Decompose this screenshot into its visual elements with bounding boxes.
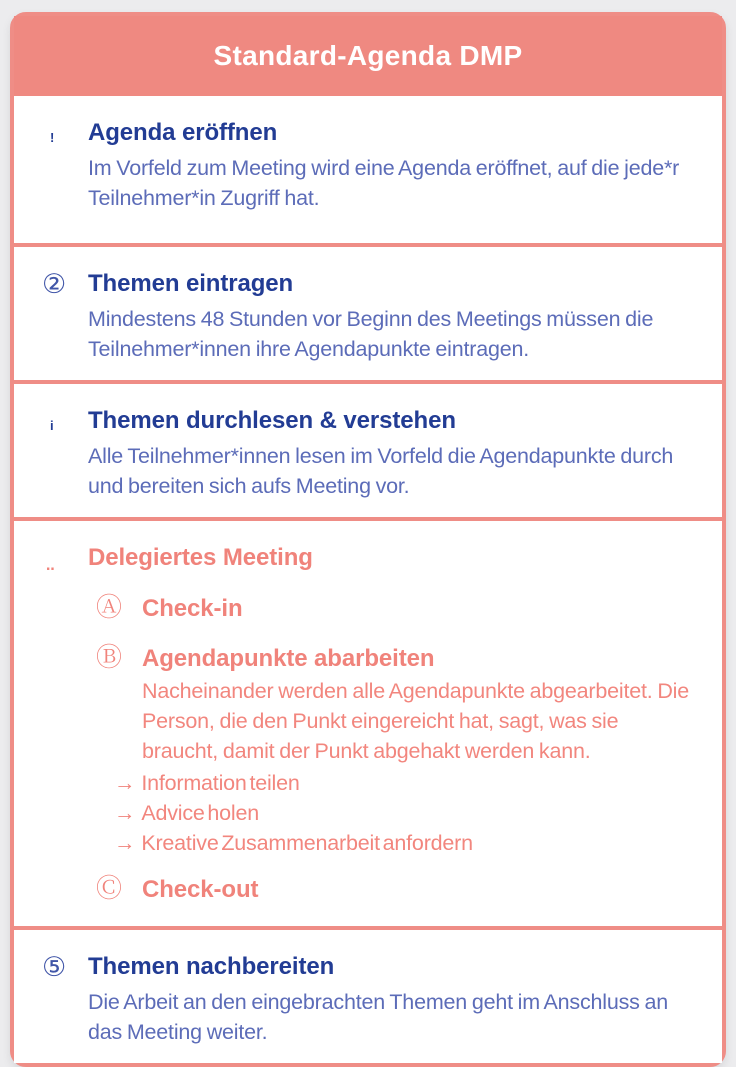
step-themen-eintragen [14,243,722,380]
step-2-title: Themen eintragen [88,270,294,297]
step-5-content [88,952,696,1047]
step-1-content [88,118,696,213]
step-4-title: Delegiertes Meeting [88,544,313,571]
step-themen-durchlesen [14,380,722,517]
step-1-marker-icon: ! [50,130,55,145]
step-1-description: Im Vorfeld zum Meeting wird eine Agenda eröffnet, auf die jede*r Teilnehmer*in Zugriff hat. [88,156,680,210]
step-4-content [88,543,696,910]
page-title: Standard-Agenda DMP [213,40,523,71]
arrow-icon: → [114,801,136,825]
step-3-description: Alle Teilnehmer*innen lesen im Vorfeld die Agendapunkte durch und bereiten sich aufs Meeting vor. [88,444,674,498]
step-5-description: Die Arbeit an den eingebrachten Themen geht im Anschluss an das Meeting weiter. [88,990,668,1044]
step-2-marker-icon: ② [42,269,67,299]
card-header [14,16,722,96]
circled-b-icon: Ⓑ [96,642,123,672]
circled-c-icon: Ⓒ [96,873,123,903]
arrow-list [114,768,696,858]
step-5-marker-icon: ⑤ [42,952,67,982]
arrow-item-advice-holen [114,798,696,828]
step-themen-nachbereiten [14,926,722,1063]
step-4-marker-icon: ‥ [46,558,53,573]
step-1-title: Agenda eröffnen [88,119,278,146]
arrow-item-label: Kreative Zusammenarbeit anfordern [141,831,473,855]
arrow-icon: → [114,771,136,795]
arrow-item-label: Advice holen [141,801,260,825]
step-3-marker-icon: i [50,418,54,433]
step-delegiertes-meeting [14,517,722,926]
step-agenda-eroeffnen [14,96,722,243]
arrow-item-kreative-zusammenarbeit [114,828,696,858]
arrow-item-information-teilen [114,768,696,798]
substep-agendapunkte-label: Agendapunkte abarbeiten [142,645,435,672]
substep-check-in [96,593,696,623]
step-5-title: Themen nachbereiten [88,953,335,980]
substep-check-out [96,874,696,904]
arrow-icon: → [114,831,136,855]
step-3-content [88,406,696,501]
substep-agendapunkte-description: Nacheinander werden alle Agendapunkte abgearbeitet. Die Person, die den Punkt eingereicht hat, sagt, was sie braucht, damit der Punkt abgehakt werden kann. [142,679,689,763]
substep-check-in-label: Check-in [142,595,243,622]
substep-agendapunkte [96,643,696,673]
step-3-title: Themen durchlesen & verstehen [88,407,456,434]
substep-check-out-label: Check-out [142,876,259,903]
step-2-description: Mindestens 48 Stunden vor Beginn des Meetings müssen die Teilnehmer*innen ihre Agendapunkte eintragen. [88,307,654,361]
arrow-item-label: Information teilen [141,771,300,795]
agenda-card [10,12,726,1067]
circled-a-icon: Ⓐ [96,592,123,622]
step-2-content [88,269,696,364]
